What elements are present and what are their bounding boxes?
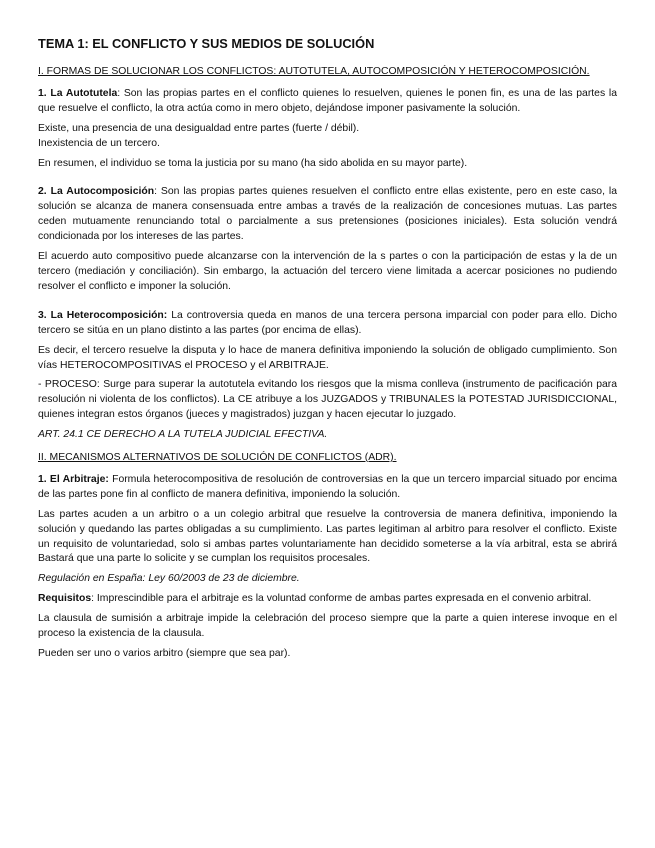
arbitraje-paragraph [38,473,617,503]
clausula-paragraph: La clausula de sumisión a arbitraje impide la celebración del proceso siempre que la parte a quien interese invoque en el proceso la existencia de la clausula. [38,613,617,640]
autotutela-line-1: Existe, una presencia de una desigualdad entre partes (fuerte / débil). [38,122,360,134]
autocomposicion-label: 2. La Autocomposición [38,186,155,198]
autocomposicion-text: : Son las propias partes quienes resuelven el conflicto entre ellas existente, pero en este caso, la solución se alcanza de manera consensuada entre ambas a través de la realización de concesiones mutuas. Las partes ceden mutuamente renunciando total o parcialmente a sus pretensiones (posiciones iniciales). Esta solución vendrá condicionada por los intereses de las partes. [38,186,618,243]
autocomposicion-paragraph [38,185,617,245]
page-title: TEMA 1: EL CONFLICTO Y SUS MEDIOS DE SOLUCIÓN [38,36,375,51]
regulation-line: Regulación en España: Ley 60/2003 de 23 de diciembre. [38,573,300,585]
heterocomposicion-text: La controversia queda en manos de una tercera persona imparcial con poder para ello. Dicho tercero se sitúa en un plano distinto a las partes (por encima de ellas). [38,309,617,336]
arbitros-line: Pueden ser uno o varios arbitro (siempre que sea par). [38,648,291,659]
proceso-paragraph: - PROCESO: Surge para superar la autotutela evitando los riesgos que la misma conlleva (instrumento de pacificación para resolución ni violenta de los conflictos). La CE atribuye a los JUZGADOS y TRIBUNALES la POTESTAD JURISDICCIONAL, quienes integran estos órganos (jueces y magistrados) juzgan y hacen ejecutar lo juzgado. [38,379,617,421]
arbitraje-paragraph-2: Las partes acuden a un arbitro o a un colegio arbitral que resuelve la controversia de manera definitiva, imponiendo la solución y quedando las partes obligadas a su cumplimiento. Las partes legitiman al arbitro para resolver el conflicto. Existe un requisito de voluntariedad, solo si ambas partes voluntariamente han decidido someterse a la vía arbitral, esta se abrirá Bastará que una parte lo solicite y se cumplan los requisitos procesales. [38,508,617,565]
heterocomposicion-label: 3. La Heterocomposición: [38,309,168,321]
document-page [38,36,617,667]
arbitraje-text: Formula heterocompositiva de resolución de controversias en la que un tercero imparcial situado por encima de las partes pone fin al conflicto de manera definitiva, imponiendo la solución. [38,473,617,500]
autocomposicion-paragraph-2: El acuerdo auto compositivo puede alcanzarse con la intervención de la s partes o con la participación de estas y la de un tercero (mediación y conciliación). Sin embargo, la actuación del tercero viene limitada a acercar posiciones no pudiendo resolver el conflicto e imponer la solución. [38,251,617,292]
autotutela-paragraph [38,87,617,117]
autotutela-line-2: Inexistencia de un tercero. [38,137,160,149]
section-heading-1: I. FORMAS DE SOLUCIONAR LOS CONFLICTOS: AUTOTUTELA, AUTOCOMPOSICIÓN Y HETEROCOMPOSICIÓN. [38,66,590,77]
article-reference: ART. 24.1 CE DERECHO A LA TUTELA JUDICIAL EFECTIVA. [38,429,328,441]
autotutela-label: 1. La Autotutela [38,87,118,99]
autotutela-text: : Son las propias partes en el conflicto quienes lo resuelven, quienes le ponen fin, es una de las partes la que resuelve el conflicto, la otra actúa como in mero objeto, dejándose imponer pasivamente la solución. [38,87,617,114]
heterocomposicion-paragraph-2: Es decir, el tercero resuelve la disputa y lo hace de manera definitiva imponiendo la solución de obligado cumplimiento. Son vías HETEROCOMPOSITIVAS el PROCESO y el ARBITRAJE. [38,344,617,371]
requisitos-label: Requisitos [38,593,92,605]
section-heading-2: II. MECANISMOS ALTERNATIVOS DE SOLUCIÓN DE CONFLICTOS (ADR). [38,452,397,464]
requisitos-paragraph [38,592,617,607]
heterocomposicion-paragraph [38,309,617,339]
requisitos-text: : Imprescindible para el arbitraje es la voluntad conforme de ambas partes expresada en el convenio arbitral. [91,593,592,605]
arbitraje-label: 1. El Arbitraje: [38,473,109,485]
autotutela-line-3: En resumen, el individuo se toma la justicia por su mano (ha sido abolida en su mayor parte). [38,157,468,169]
